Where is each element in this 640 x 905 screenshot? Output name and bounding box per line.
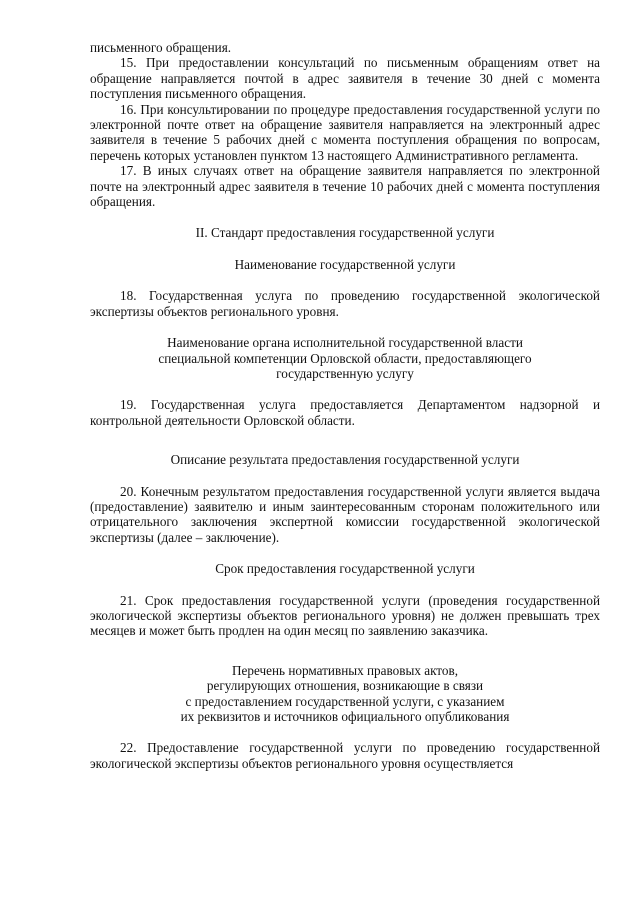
subheading-acts-line-3: с предоставлением государственной услуги, с указанием [185, 693, 505, 709]
paragraph-21: 21. Срок предоставления государственной услуги (проведения государственной экологической экспертизы объектов регионального уровня) не должен превышать трех месяцев и может быть продлен на один месяц по заявлению заказчика. [90, 592, 600, 639]
paragraph-16: 16. При консультировании по процедуре предоставления государственной услуги по электронной почте ответ на обращение заявителя направляется на электронный адрес заявителя в течение 5 рабочих дней с момента поступления обращения по вопросам, перечень которых установлен пунктом 13 настоящего Административного регламента. [90, 101, 600, 163]
subheading-acts-line-4: их реквизитов и источников официального опубликования [180, 709, 510, 724]
subheading-service-name: Наименование государственной услуги [234, 256, 456, 272]
paragraph-19: 19. Государственная услуга предоставляется Департаментом надзорной и контрольной деятельности Орловской области. [90, 397, 600, 428]
paragraph-20: 20. Конечным результатом предоставления государственной услуги является выдача (предоставление) заявителю и иным заинтересованным сторонам положительного или отрицательного заключения экспертной комиссии государственной экологической экспертизы (далее – заключение). [90, 483, 600, 545]
subheading-acts-line-1: Перечень нормативных правовых актов, [231, 662, 459, 678]
section-heading: II. Стандарт предоставления государственной услуги [195, 225, 495, 241]
document-page [90, 40, 600, 771]
subheading-term: Срок предоставления государственной услуги [215, 561, 475, 577]
paragraph-15: 15. При предоставлении консультаций по письменным обращениям ответ на обращение направляется почтой в адрес заявителя в течение 30 дней с момента поступления письменного обращения. [90, 55, 600, 102]
subheading-organ-line-3: государственную услугу [276, 365, 414, 381]
paragraph-22: 22. Предоставление государственной услуги по проведению государственной экологической экспертизы объектов регионального уровня осуществляется [90, 740, 600, 771]
paragraph-18: 18. Государственная услуга по проведению государственной экологической экспертизы объектов регионального уровня. [90, 288, 600, 319]
paragraph-14-end: письменного обращения. [90, 40, 232, 55]
paragraph-17: 17. В иных случаях ответ на обращение заявителя направляется по электронной почте на электронный адрес заявителя в течение 10 рабочих дней с момента поступления обращения. [90, 163, 600, 210]
subheading-organ-line-1: Наименование органа исполнительной государственной власти [167, 335, 523, 351]
subheading-result: Описание результата предоставления государственной услуги [170, 452, 520, 468]
subheading-organ-line-2: специальной компетенции Орловской области, предоставляющего [158, 350, 532, 366]
subheading-acts-line-2: регулирующих отношения, возникающие в связи [206, 678, 484, 694]
